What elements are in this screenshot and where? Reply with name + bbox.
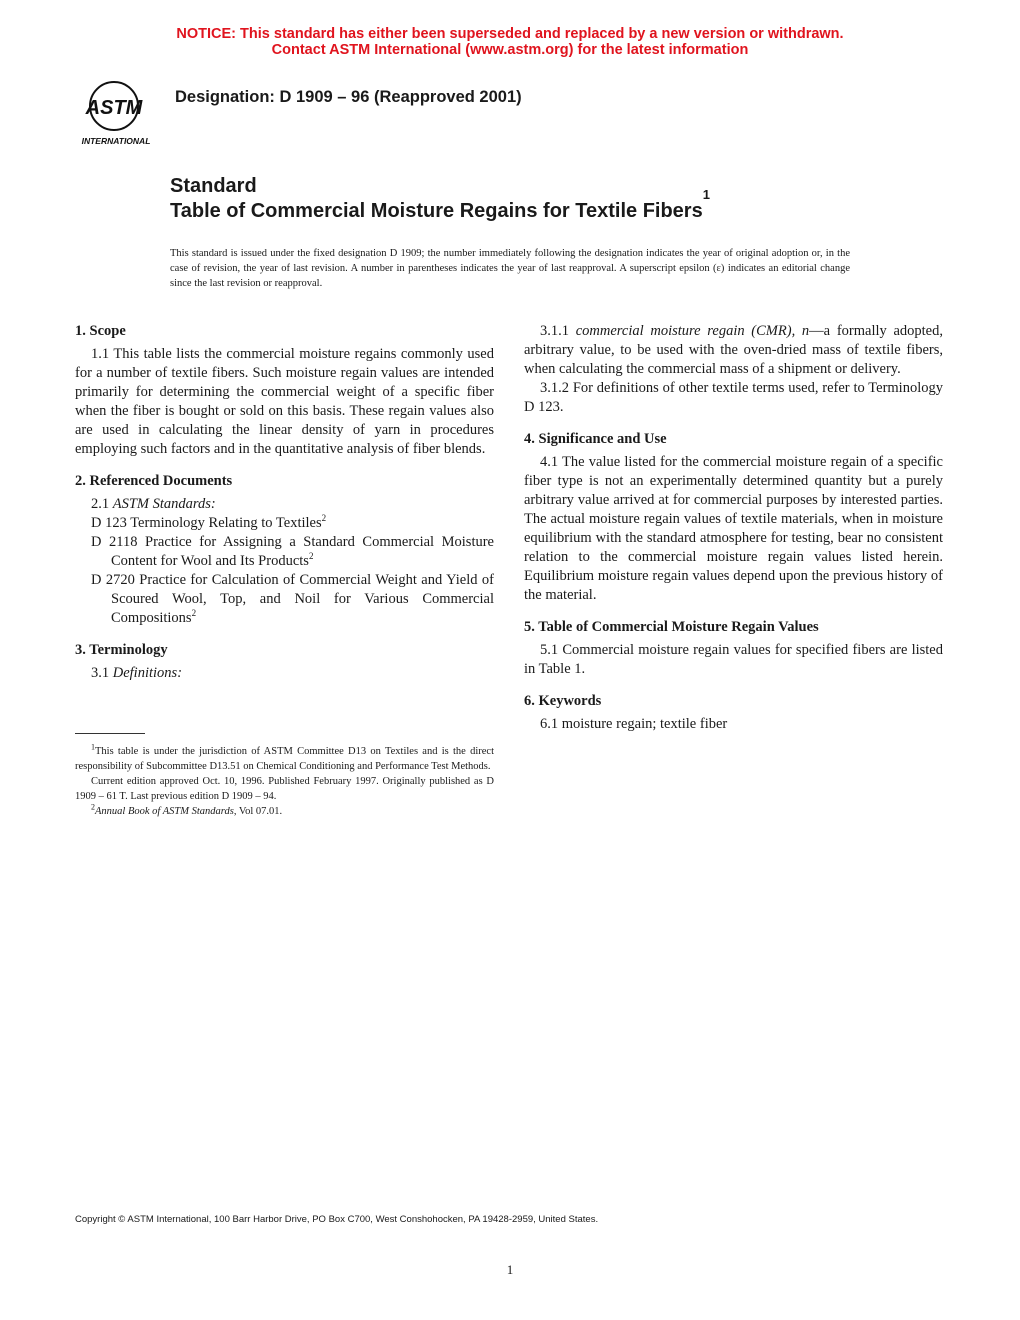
footnote-mark: 2: [91, 802, 95, 812]
terminology-heading: 3. Terminology: [75, 642, 168, 658]
reference-item: [75, 514, 494, 533]
footnote-1-edition: Current edition approved Oct. 10, 1996. Published February 1997. Originally published as D 1909 – 61 T. Last previous edition D 1909 – 94.: [75, 776, 494, 802]
copyright-notice: Copyright © ASTM International, 100 Barr Harbor Drive, PO Box C700, West Conshohocken, PA 19428-2959, United States.: [75, 1214, 599, 1225]
significance-paragraph: 4.1 The value listed for the commercial moisture regain of a specific fiber type is not an experimentally determined quantity but a purely arbitrary value arrived at for commercial purposes by interested parties. The actual moisture regain values of textile materials, when in moisture equilibrium with the standard atmosphere for testing, bear no consistent relation to the commercial moisture regain values listed herein. Equilibrium moisture regain values depend upon the previous history of the material.: [524, 454, 943, 603]
notice-line-2: Contact ASTM International (www.astm.org) for the latest information: [271, 42, 749, 58]
definition-text: —a formally adopted, arbitrary value, to be used with the oven-dried mass of textile fibers, when calculating the commercial mass of a shipment or delivery.: [524, 323, 943, 377]
reference-item: [75, 571, 494, 628]
reference-item: [75, 533, 494, 571]
footnotes: [75, 744, 494, 819]
logo-text: ASTM: [85, 97, 143, 119]
scope-heading: 1. Scope: [75, 323, 126, 339]
right-column: [524, 322, 943, 734]
title-line-2: [170, 187, 710, 224]
astm-logo: [72, 76, 162, 148]
definition-number: 3.1.1: [540, 323, 569, 339]
reference-text: D 2720 Practice for Calculation of Commercial Weight and Yield of Scoured Wool, Top, and Noil for Various Commercial Compositions: [91, 572, 494, 626]
keywords-heading: 6. Keywords: [524, 693, 602, 709]
significance-heading: 4. Significance and Use: [524, 431, 667, 447]
title-footnote-ref: 1: [702, 187, 710, 202]
issued-statement: This standard is issued under the fixed designation D 1909; the number immediately following the designation indicates the year of original adoption or, in the case of revision, the year of last revision. A number in parentheses indicates the year of last reapproval. A superscript epsilon (ε) indicates an editorial change since the last revision or reapproval.: [170, 248, 850, 289]
definition-other-terms: 3.1.2 For definitions of other textile terms used, refer to Terminology D 123.: [524, 380, 943, 415]
notice-line-1: NOTICE: This standard has either been superseded and replaced by a new version or withdrawn.: [176, 26, 844, 42]
logo-subtext: INTERNATIONAL: [81, 136, 151, 146]
document-title: [170, 174, 710, 224]
reference-footnote-ref: 2: [321, 513, 327, 524]
footnote-mark: 1: [91, 742, 95, 752]
subsection-number: 2.1: [91, 496, 110, 512]
footnote-2: [75, 804, 494, 819]
astm-standards-subheading: [75, 495, 494, 514]
subsection-title: ASTM Standards:: [112, 496, 216, 512]
reference-footnote-ref: 2: [191, 608, 197, 619]
title-line-1: Standard: [170, 175, 257, 197]
reference-text: D 2118 Practice for Assigning a Standard Commercial Moisture Content for Wool and Its Products: [91, 534, 494, 569]
referenced-documents-heading: 2. Referenced Documents: [75, 473, 233, 489]
footnote-text: This table is under the jurisdiction of ASTM Committee D13 on Textiles and is the direct responsibility of Subcommittee D13.51 on Chemical Conditioning and Performance Test Methods.: [75, 746, 494, 772]
footnote-divider: [75, 733, 145, 734]
subsection-title: Definitions:: [112, 665, 183, 681]
left-column: [75, 322, 494, 683]
withdrawal-notice: [0, 26, 1020, 58]
reference-footnote-ref: 2: [308, 551, 314, 562]
keywords-paragraph: 6.1 moisture regain; textile fiber: [540, 716, 728, 732]
definitions-subheading: [75, 664, 494, 683]
designation: Designation: D 1909 – 96 (Reapproved 2001): [175, 88, 522, 106]
table-section-heading: 5. Table of Commercial Moisture Regain Values: [524, 619, 819, 635]
reference-text: D 123 Terminology Relating to Textiles: [91, 515, 322, 531]
scope-paragraph: 1.1 This table lists the commercial moisture regains commonly used for a number of textile fibers. Such moisture regain values are intended primarily for determining the commercial weight of a specific fiber when the fiber is bought or sold on this basis. These regain values also are used in calculating the linear density of yarn in procedures employing such factors and in the quantitative analysis of fiber blends.: [75, 346, 494, 457]
page-number: 1: [506, 1262, 514, 1277]
definition-cmr: [524, 322, 943, 379]
definition-term: commercial moisture regain (CMR), n: [575, 323, 810, 339]
footnote-1: [75, 744, 494, 774]
table-section-paragraph: 5.1 Commercial moisture regain values for specified fibers are listed in Table 1.: [524, 642, 943, 677]
footnote-text: Annual Book of ASTM Standards: [95, 806, 234, 817]
footnote-volume: , Vol 07.01.: [233, 806, 283, 817]
subsection-number: 3.1: [91, 665, 110, 681]
title-text: Table of Commercial Moisture Regains for Textile Fibers: [170, 200, 703, 222]
